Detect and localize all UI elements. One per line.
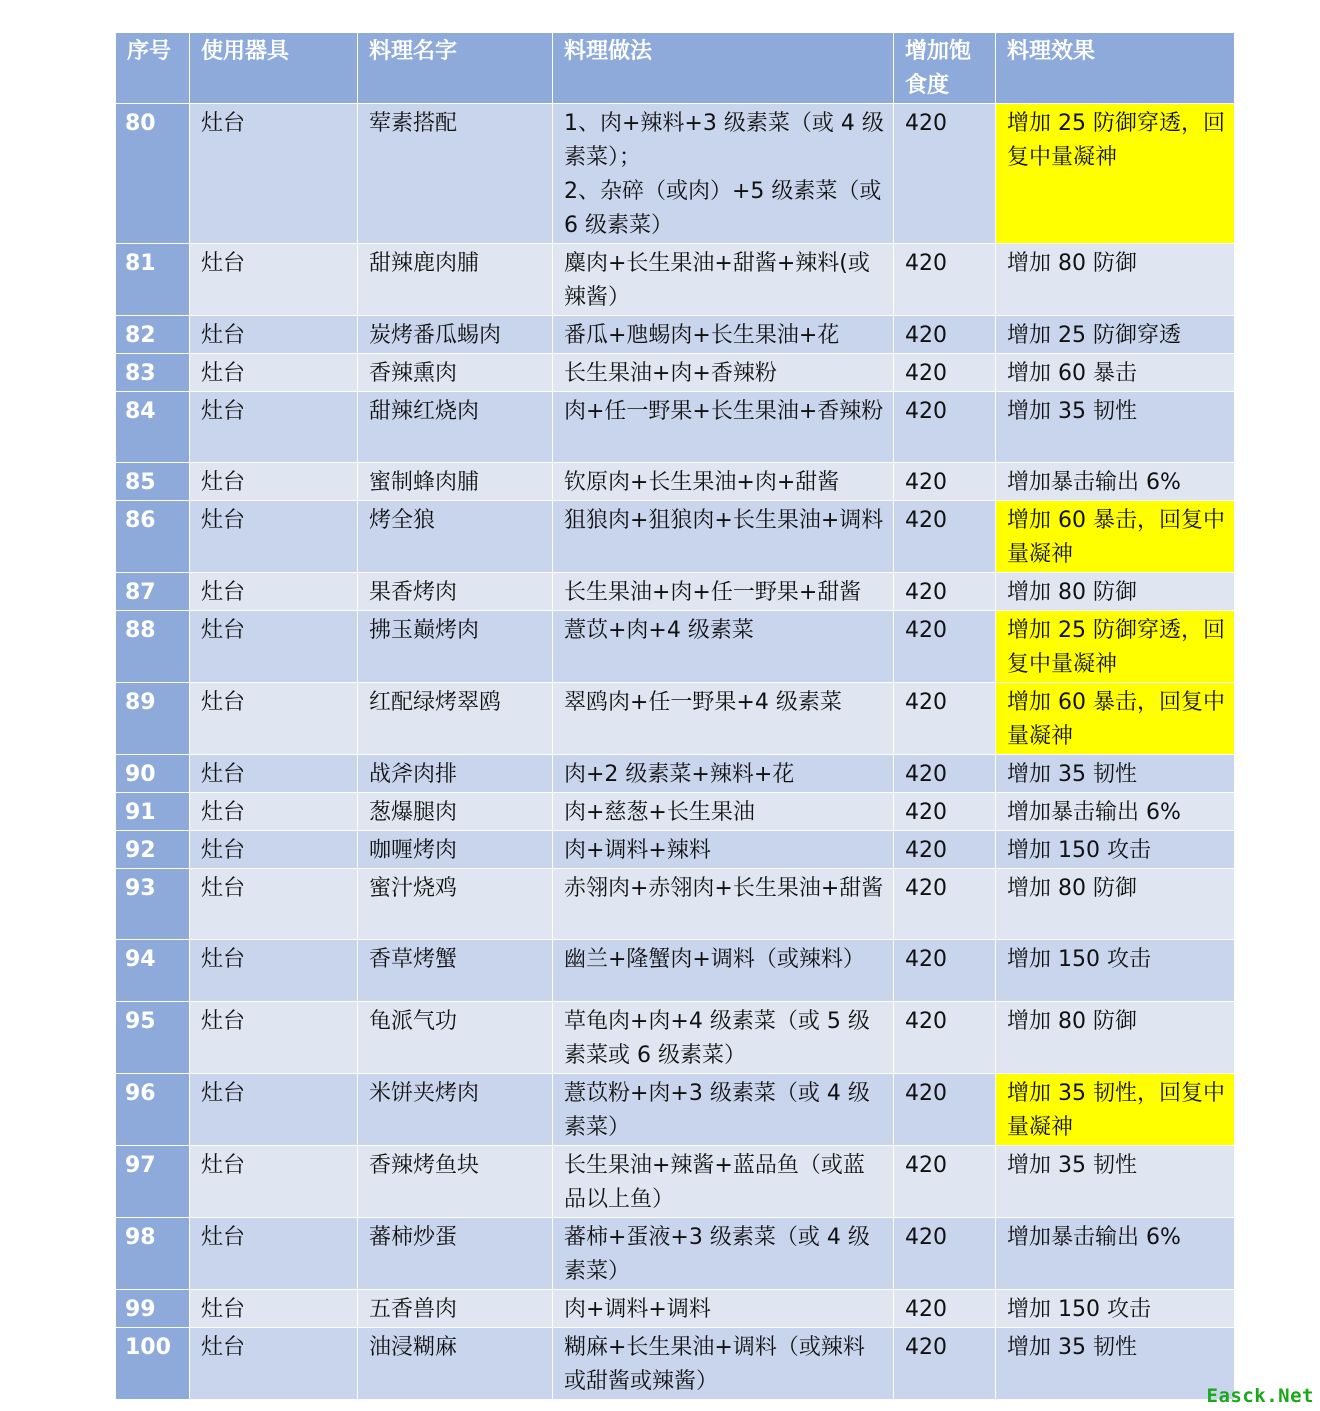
cell-number: 97 (116, 1146, 190, 1218)
cell-satiety: 420 (894, 611, 996, 683)
cell-tool: 灶台 (190, 1218, 358, 1290)
cell-dish-name: 葱爆腿肉 (358, 793, 553, 831)
cell-tool: 灶台 (190, 316, 358, 354)
cell-tool: 灶台 (190, 573, 358, 611)
cell-dish-name: 龟派气功 (358, 1002, 553, 1074)
cell-effect: 增加 35 韧性 (996, 1146, 1235, 1218)
watermark: Easck.Net (1206, 1385, 1314, 1407)
cell-number: 94 (116, 940, 190, 1002)
cell-dish-name: 蜜制蜂肉脯 (358, 463, 553, 501)
cell-method: 肉+调料+辣料 (553, 831, 894, 869)
table-row (116, 1218, 1235, 1290)
cell-effect: 增加 60 暴击 (996, 354, 1235, 392)
cell-number: 92 (116, 831, 190, 869)
cell-dish-name: 香辣熏肉 (358, 354, 553, 392)
cell-satiety: 420 (894, 501, 996, 573)
cell-tool: 灶台 (190, 755, 358, 793)
cell-method: 长生果油+肉+任一野果+甜酱 (553, 573, 894, 611)
cell-tool: 灶台 (190, 869, 358, 940)
cell-effect: 增加暴击输出 6% (996, 793, 1235, 831)
cell-tool: 灶台 (190, 611, 358, 683)
cell-tool: 灶台 (190, 1074, 358, 1146)
header-method: 料理做法 (553, 33, 894, 104)
cell-number: 90 (116, 755, 190, 793)
cell-dish-name: 油浸糊麻 (358, 1328, 553, 1400)
table-row (116, 244, 1235, 316)
cell-number: 88 (116, 611, 190, 683)
cell-satiety: 420 (894, 683, 996, 755)
table-row (116, 940, 1235, 1002)
cell-tool: 灶台 (190, 463, 358, 501)
table-row (116, 354, 1235, 392)
cell-effect: 增加 60 暴击，回复中量凝神 (996, 501, 1235, 573)
cell-method: 肉+任一野果+长生果油+香辣粉 (553, 392, 894, 463)
cell-dish-name: 甜辣红烧肉 (358, 392, 553, 463)
cell-effect: 增加 150 攻击 (996, 940, 1235, 1002)
cell-dish-name: 蕃柿炒蛋 (358, 1218, 553, 1290)
cell-method: 翠鸥肉+任一野果+4 级素菜 (553, 683, 894, 755)
table-row (116, 1002, 1235, 1074)
table-row (116, 869, 1235, 940)
cell-dish-name: 香辣烤鱼块 (358, 1146, 553, 1218)
cell-method: 长生果油+辣酱+蓝品鱼（或蓝品以上鱼） (553, 1146, 894, 1218)
cell-effect: 增加 80 防御 (996, 244, 1235, 316)
cell-method: 肉+2 级素菜+辣料+花 (553, 755, 894, 793)
header-number: 序号 (116, 33, 190, 104)
cell-dish-name: 米饼夹烤肉 (358, 1074, 553, 1146)
cell-number: 99 (116, 1290, 190, 1328)
cell-method: 长生果油+肉+香辣粉 (553, 354, 894, 392)
cell-number: 81 (116, 244, 190, 316)
cell-number: 96 (116, 1074, 190, 1146)
cell-tool: 灶台 (190, 831, 358, 869)
table-row (116, 755, 1235, 793)
cell-tool: 灶台 (190, 1328, 358, 1400)
cell-tool: 灶台 (190, 392, 358, 463)
cell-dish-name: 战斧肉排 (358, 755, 553, 793)
cell-tool: 灶台 (190, 1002, 358, 1074)
cell-effect: 增加 35 韧性 (996, 755, 1235, 793)
cell-method: 狙狼肉+狙狼肉+长生果油+调料 (553, 501, 894, 573)
cell-satiety: 420 (894, 354, 996, 392)
table-row (116, 316, 1235, 354)
cell-effect: 增加 35 韧性，回复中量凝神 (996, 1074, 1235, 1146)
cell-dish-name: 甜辣鹿肉脯 (358, 244, 553, 316)
cell-satiety: 420 (894, 1328, 996, 1400)
cell-effect: 增加暴击输出 6% (996, 1218, 1235, 1290)
cell-effect: 增加 25 防御穿透，回复中量凝神 (996, 611, 1235, 683)
cell-satiety: 420 (894, 316, 996, 354)
cell-method: 肉+慈葱+长生果油 (553, 793, 894, 831)
cell-dish-name: 拂玉巅烤肉 (358, 611, 553, 683)
header-effect: 料理效果 (996, 33, 1235, 104)
cell-satiety: 420 (894, 1146, 996, 1218)
cell-effect: 增加 150 攻击 (996, 831, 1235, 869)
cell-satiety: 420 (894, 1290, 996, 1328)
cell-method: 幽兰+隆蟹肉+调料（或辣料） (553, 940, 894, 1002)
header-dish-name: 料理名字 (358, 33, 553, 104)
cell-number: 85 (116, 463, 190, 501)
cell-effect: 增加 35 韧性 (996, 1328, 1235, 1400)
cell-tool: 灶台 (190, 501, 358, 573)
table-row (116, 104, 1235, 244)
table-row (116, 392, 1235, 463)
cell-effect: 增加 25 防御穿透 (996, 316, 1235, 354)
table-row (116, 1328, 1235, 1400)
cell-satiety: 420 (894, 463, 996, 501)
recipe-table (115, 32, 1235, 1400)
header-tool: 使用器具 (190, 33, 358, 104)
cell-number: 100 (116, 1328, 190, 1400)
table-row (116, 831, 1235, 869)
cell-effect: 增加 80 防御 (996, 869, 1235, 940)
cell-method: 1、肉+辣料+3 级素菜（或 4 级素菜）； 2、杂碎（或肉）+5 级素菜（或 6 级素菜） (553, 104, 894, 244)
cell-number: 84 (116, 392, 190, 463)
table-row (116, 683, 1235, 755)
cell-method: 钦原肉+长生果油+肉+甜酱 (553, 463, 894, 501)
cell-dish-name: 红配绿烤翠鸥 (358, 683, 553, 755)
table-row (116, 611, 1235, 683)
cell-satiety: 420 (894, 755, 996, 793)
cell-number: 91 (116, 793, 190, 831)
cell-effect: 增加 80 防御 (996, 573, 1235, 611)
table-row (116, 463, 1235, 501)
cell-number: 87 (116, 573, 190, 611)
cell-method: 赤翎肉+赤翎肉+长生果油+甜酱 (553, 869, 894, 940)
cell-satiety: 420 (894, 1218, 996, 1290)
cell-tool: 灶台 (190, 793, 358, 831)
cell-satiety: 420 (894, 793, 996, 831)
cell-tool: 灶台 (190, 1290, 358, 1328)
table-row (116, 793, 1235, 831)
cell-satiety: 420 (894, 392, 996, 463)
cell-method: 薏苡+肉+4 级素菜 (553, 611, 894, 683)
cell-dish-name: 烤全狼 (358, 501, 553, 573)
cell-tool: 灶台 (190, 104, 358, 244)
cell-dish-name: 五香兽肉 (358, 1290, 553, 1328)
cell-method: 薏苡粉+肉+3 级素菜（或 4 级素菜） (553, 1074, 894, 1146)
cell-number: 89 (116, 683, 190, 755)
cell-effect: 增加 150 攻击 (996, 1290, 1235, 1328)
cell-method: 麋肉+长生果油+甜酱+辣料(或辣酱） (553, 244, 894, 316)
cell-tool: 灶台 (190, 1146, 358, 1218)
table-row (116, 573, 1235, 611)
cell-method: 蕃柿+蛋液+3 级素菜（或 4 级素菜） (553, 1218, 894, 1290)
cell-dish-name: 咖喱烤肉 (358, 831, 553, 869)
cell-dish-name: 蜜汁烧鸡 (358, 869, 553, 940)
cell-dish-name: 香草烤蟹 (358, 940, 553, 1002)
cell-dish-name: 炭烤番瓜蜴肉 (358, 316, 553, 354)
cell-satiety: 420 (894, 869, 996, 940)
cell-tool: 灶台 (190, 354, 358, 392)
cell-number: 98 (116, 1218, 190, 1290)
cell-method: 糊麻+长生果油+调料（或辣料或甜酱或辣酱） (553, 1328, 894, 1400)
cell-method: 肉+调料+调料 (553, 1290, 894, 1328)
cell-satiety: 420 (894, 1002, 996, 1074)
header-row (116, 33, 1235, 104)
cell-number: 80 (116, 104, 190, 244)
cell-effect: 增加 80 防御 (996, 1002, 1235, 1074)
cell-number: 93 (116, 869, 190, 940)
cell-tool: 灶台 (190, 940, 358, 1002)
table-row (116, 1074, 1235, 1146)
cell-effect: 增加暴击输出 6% (996, 463, 1235, 501)
cell-number: 82 (116, 316, 190, 354)
table-row (116, 501, 1235, 573)
cell-number: 95 (116, 1002, 190, 1074)
cell-number: 83 (116, 354, 190, 392)
header-satiety: 增加饱食度 (894, 33, 996, 104)
cell-method: 番瓜+虺蜴肉+长生果油+花 (553, 316, 894, 354)
cell-method: 草龟肉+肉+4 级素菜（或 5 级素菜或 6 级素菜） (553, 1002, 894, 1074)
cell-dish-name: 果香烤肉 (358, 573, 553, 611)
cell-effect: 增加 60 暴击，回复中量凝神 (996, 683, 1235, 755)
cell-dish-name: 荤素搭配 (358, 104, 553, 244)
cell-effect: 增加 25 防御穿透，回复中量凝神 (996, 104, 1235, 244)
cell-tool: 灶台 (190, 244, 358, 316)
cell-effect: 增加 35 韧性 (996, 392, 1235, 463)
cell-satiety: 420 (894, 940, 996, 1002)
cell-satiety: 420 (894, 1074, 996, 1146)
cell-tool: 灶台 (190, 683, 358, 755)
cell-satiety: 420 (894, 244, 996, 316)
table-row (116, 1146, 1235, 1218)
cell-satiety: 420 (894, 573, 996, 611)
table-row (116, 1290, 1235, 1328)
cell-satiety: 420 (894, 104, 996, 244)
cell-satiety: 420 (894, 831, 996, 869)
cell-number: 86 (116, 501, 190, 573)
